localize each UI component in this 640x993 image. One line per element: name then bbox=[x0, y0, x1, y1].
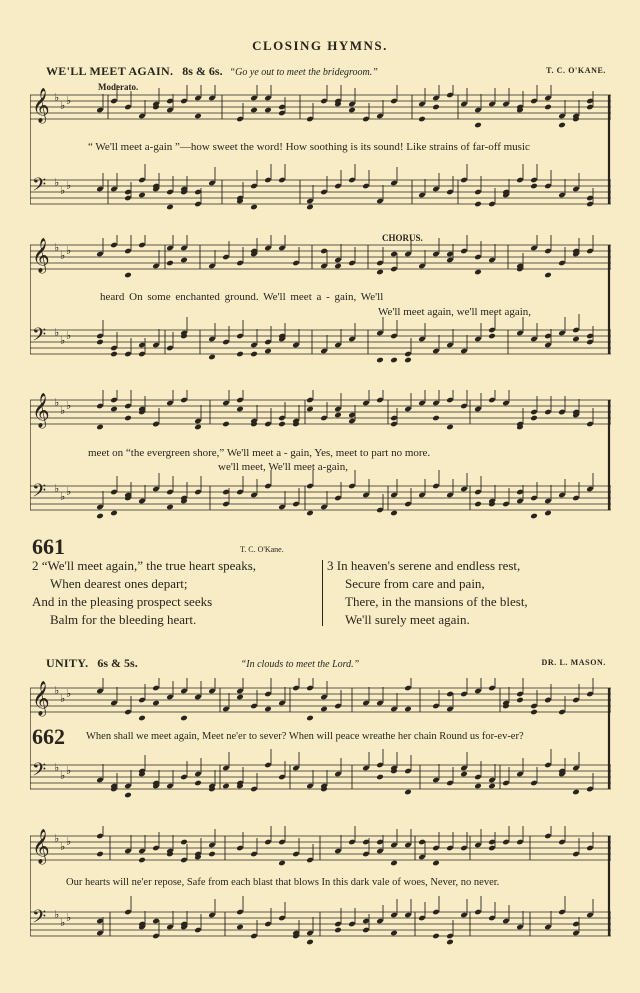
flat-sign: ♭ bbox=[66, 399, 72, 412]
flat-sign: ♭ bbox=[60, 404, 66, 417]
hymn-661-composer-small: T. C. O'Kane. bbox=[240, 545, 284, 554]
note-head bbox=[264, 706, 272, 713]
note-head bbox=[110, 406, 118, 413]
note-head bbox=[376, 357, 384, 364]
flat-sign: ♭ bbox=[60, 916, 66, 929]
note-head bbox=[96, 424, 104, 431]
note-head bbox=[404, 706, 412, 713]
note-head bbox=[432, 104, 440, 111]
note-head bbox=[194, 113, 202, 120]
note-head bbox=[124, 415, 132, 422]
bass-clef: 𝄢 bbox=[32, 760, 47, 785]
note-head bbox=[110, 351, 118, 358]
verse-2-line-2: When dearest ones depart; bbox=[50, 576, 188, 591]
hymn-662-lyric-line-1: When shall we meet again, Meet ne'er to sever? When will peace wreathe her chain Round us for-ev-er? bbox=[86, 731, 524, 742]
note-head bbox=[194, 424, 202, 431]
note-head bbox=[530, 513, 538, 520]
note-head bbox=[544, 104, 552, 111]
page-header: CLOSING HYMNS. bbox=[252, 38, 388, 53]
flat-sign: ♭ bbox=[54, 832, 60, 845]
note-head bbox=[278, 421, 286, 428]
hymn-661-lyric-line-1: “ We'll meet a-gain ”—how sweet the word! How soothing is its sound! Like strains of far-off music bbox=[88, 141, 530, 153]
note-head bbox=[334, 412, 342, 419]
flat-sign: ♭ bbox=[66, 94, 72, 107]
note-head bbox=[194, 780, 202, 787]
hymn-662-title-row bbox=[46, 656, 606, 674]
flat-sign: ♭ bbox=[66, 179, 72, 192]
flat-sign: ♭ bbox=[54, 684, 60, 697]
treble-clef: 𝄞 bbox=[32, 829, 50, 864]
hymn-661-title-row bbox=[46, 64, 606, 82]
note-head bbox=[460, 771, 468, 778]
note-head bbox=[166, 260, 174, 267]
verse-3-line-3: There, in the mansions of the blest, bbox=[345, 594, 528, 609]
flat-sign: ♭ bbox=[54, 761, 60, 774]
flat-sign: ♭ bbox=[66, 911, 72, 924]
hymn-662-meter: 6s & 5s. bbox=[97, 656, 138, 670]
note-head bbox=[222, 421, 230, 428]
note-head bbox=[474, 783, 482, 790]
verse-3-line-1: 3 In heaven's serene and endless rest, bbox=[327, 558, 521, 573]
note-head bbox=[320, 706, 328, 713]
flat-sign: ♭ bbox=[66, 764, 72, 777]
note-head bbox=[250, 351, 258, 358]
hymn-661-lyric-line-2-alt: We'll meet again, we'll meet again, bbox=[378, 306, 532, 318]
tempo-marking: Moderato. bbox=[98, 82, 139, 92]
hymn-661-lyric-line-3-alt: we'll meet, We'll meet a-gain, bbox=[218, 461, 348, 473]
note-head bbox=[474, 122, 482, 129]
note-head bbox=[166, 204, 174, 211]
note-head bbox=[432, 415, 440, 422]
note-head bbox=[96, 513, 104, 520]
verse-2 bbox=[32, 557, 322, 629]
chorus-label: CHORUS. bbox=[382, 233, 423, 243]
note-head bbox=[166, 504, 174, 511]
note-head bbox=[544, 272, 552, 279]
flat-sign: ♭ bbox=[60, 840, 66, 853]
hymn-662-lyric-line-2: Our hearts will ne'er repose, Safe from each blast that blows In this dark vale of woes, Never, no never. bbox=[66, 877, 500, 888]
bass-clef: 𝄢 bbox=[32, 907, 47, 932]
hymn-662-number: 662 bbox=[32, 724, 65, 749]
note-head bbox=[264, 348, 272, 355]
flat-sign: ♭ bbox=[60, 692, 66, 705]
verse-2-line-4: Balm for the bleeding heart. bbox=[50, 612, 197, 627]
note-head bbox=[390, 930, 398, 937]
note-head bbox=[278, 860, 286, 867]
flat-sign: ♭ bbox=[54, 241, 60, 254]
flat-sign: ♭ bbox=[66, 485, 72, 498]
flat-sign: ♭ bbox=[54, 91, 60, 104]
flat-sign: ♭ bbox=[60, 769, 66, 782]
note-head bbox=[236, 924, 244, 931]
verse-2-line-1: 2 “We'll meet again,” the true heart speaks, bbox=[32, 558, 257, 573]
note-head bbox=[306, 510, 314, 517]
note-head bbox=[432, 860, 440, 867]
flat-sign: ♭ bbox=[54, 482, 60, 495]
note-head bbox=[390, 860, 398, 867]
verse-3 bbox=[327, 557, 617, 629]
bass-clef: 𝄢 bbox=[32, 175, 47, 200]
note-head bbox=[446, 939, 454, 946]
note-head bbox=[152, 700, 160, 707]
flat-sign: ♭ bbox=[60, 490, 66, 503]
note-head bbox=[264, 107, 272, 114]
verse-divider bbox=[322, 560, 323, 626]
hymn-661-composer: T. C. O'KANE. bbox=[546, 66, 606, 75]
note-head bbox=[138, 715, 146, 722]
verse-2-line-3: And in the pleasing prospect seeks bbox=[32, 594, 213, 609]
note-head bbox=[96, 339, 104, 346]
note-head bbox=[348, 107, 356, 114]
hymn-661-title: WE'LL MEET AGAIN. bbox=[46, 64, 174, 78]
flat-sign: ♭ bbox=[60, 184, 66, 197]
note-head bbox=[222, 783, 230, 790]
flat-sign: ♭ bbox=[54, 396, 60, 409]
note-head bbox=[250, 107, 258, 114]
note-head bbox=[124, 792, 132, 799]
flat-sign: ♭ bbox=[66, 835, 72, 848]
hymn-661-meter: 8s & 6s. bbox=[182, 64, 223, 78]
hymn-662-composer: DR. L. MASON. bbox=[541, 658, 606, 667]
flat-sign: ♭ bbox=[66, 329, 72, 342]
treble-clef: 𝄞 bbox=[32, 238, 50, 273]
note-head bbox=[236, 694, 244, 701]
note-head bbox=[418, 116, 426, 123]
verse-3-line-2: Secure from care and pain, bbox=[345, 576, 485, 591]
note-head bbox=[390, 357, 398, 364]
note-head bbox=[236, 351, 244, 358]
note-head bbox=[474, 501, 482, 508]
note-head bbox=[138, 857, 146, 864]
flat-sign: ♭ bbox=[54, 908, 60, 921]
note-head bbox=[404, 357, 412, 364]
note-head bbox=[446, 424, 454, 431]
hymn-661-lyric-line-3: meet on “the evergreen shore,” We'll meet a - gain, Yes, meet to part no more. bbox=[88, 447, 431, 459]
note-head bbox=[110, 510, 118, 517]
note-head bbox=[488, 333, 496, 340]
note-head bbox=[376, 269, 384, 276]
note-head bbox=[530, 415, 538, 422]
hymn-661-number: 661 bbox=[32, 534, 65, 559]
note-head bbox=[208, 354, 216, 361]
hymn-661-scripture: “Go ye out to meet the bridegroom.” bbox=[229, 67, 378, 78]
flat-sign: ♭ bbox=[66, 687, 72, 700]
note-head bbox=[124, 272, 132, 279]
note-head bbox=[180, 257, 188, 264]
note-head bbox=[306, 715, 314, 722]
note-head bbox=[390, 510, 398, 517]
note-head bbox=[516, 697, 524, 704]
note-head bbox=[474, 201, 482, 208]
note-head bbox=[558, 122, 566, 129]
note-head bbox=[544, 510, 552, 517]
flat-sign: ♭ bbox=[60, 249, 66, 262]
note-head bbox=[530, 709, 538, 716]
treble-clef: 𝄞 bbox=[32, 88, 50, 123]
verse-3-line-4: We'll surely meet again. bbox=[345, 612, 470, 627]
note-head bbox=[488, 783, 496, 790]
note-head bbox=[306, 406, 314, 413]
hymn-662-scripture: “In clouds to meet the Lord.” bbox=[240, 659, 360, 670]
note-head bbox=[138, 192, 146, 199]
bass-clef: 𝄢 bbox=[32, 481, 47, 506]
note-head bbox=[96, 851, 104, 858]
note-head bbox=[334, 263, 342, 270]
bass-clef: 𝄢 bbox=[32, 325, 47, 350]
flat-sign: ♭ bbox=[60, 99, 66, 112]
note-head bbox=[306, 204, 314, 211]
flat-sign: ♭ bbox=[54, 176, 60, 189]
hymn-662-title: UNITY. bbox=[46, 656, 89, 670]
note-head bbox=[334, 927, 342, 934]
note-head bbox=[404, 789, 412, 796]
treble-clef: 𝄞 bbox=[32, 393, 50, 428]
note-head bbox=[236, 406, 244, 413]
note-head bbox=[180, 715, 188, 722]
note-head bbox=[530, 183, 538, 190]
note-head bbox=[208, 851, 216, 858]
note-head bbox=[250, 204, 258, 211]
flat-sign: ♭ bbox=[54, 326, 60, 339]
note-head bbox=[572, 336, 580, 343]
note-head bbox=[572, 789, 580, 796]
flat-sign: ♭ bbox=[66, 244, 72, 257]
note-head bbox=[474, 269, 482, 276]
hymn-661-lyric-line-2: heard On some enchanted ground. We'll meet a - gain, We'll bbox=[100, 291, 384, 303]
note-head bbox=[306, 939, 314, 946]
note-head bbox=[376, 774, 384, 781]
note-head bbox=[432, 933, 440, 940]
flat-sign: ♭ bbox=[60, 334, 66, 347]
treble-clef: 𝄞 bbox=[32, 681, 50, 716]
